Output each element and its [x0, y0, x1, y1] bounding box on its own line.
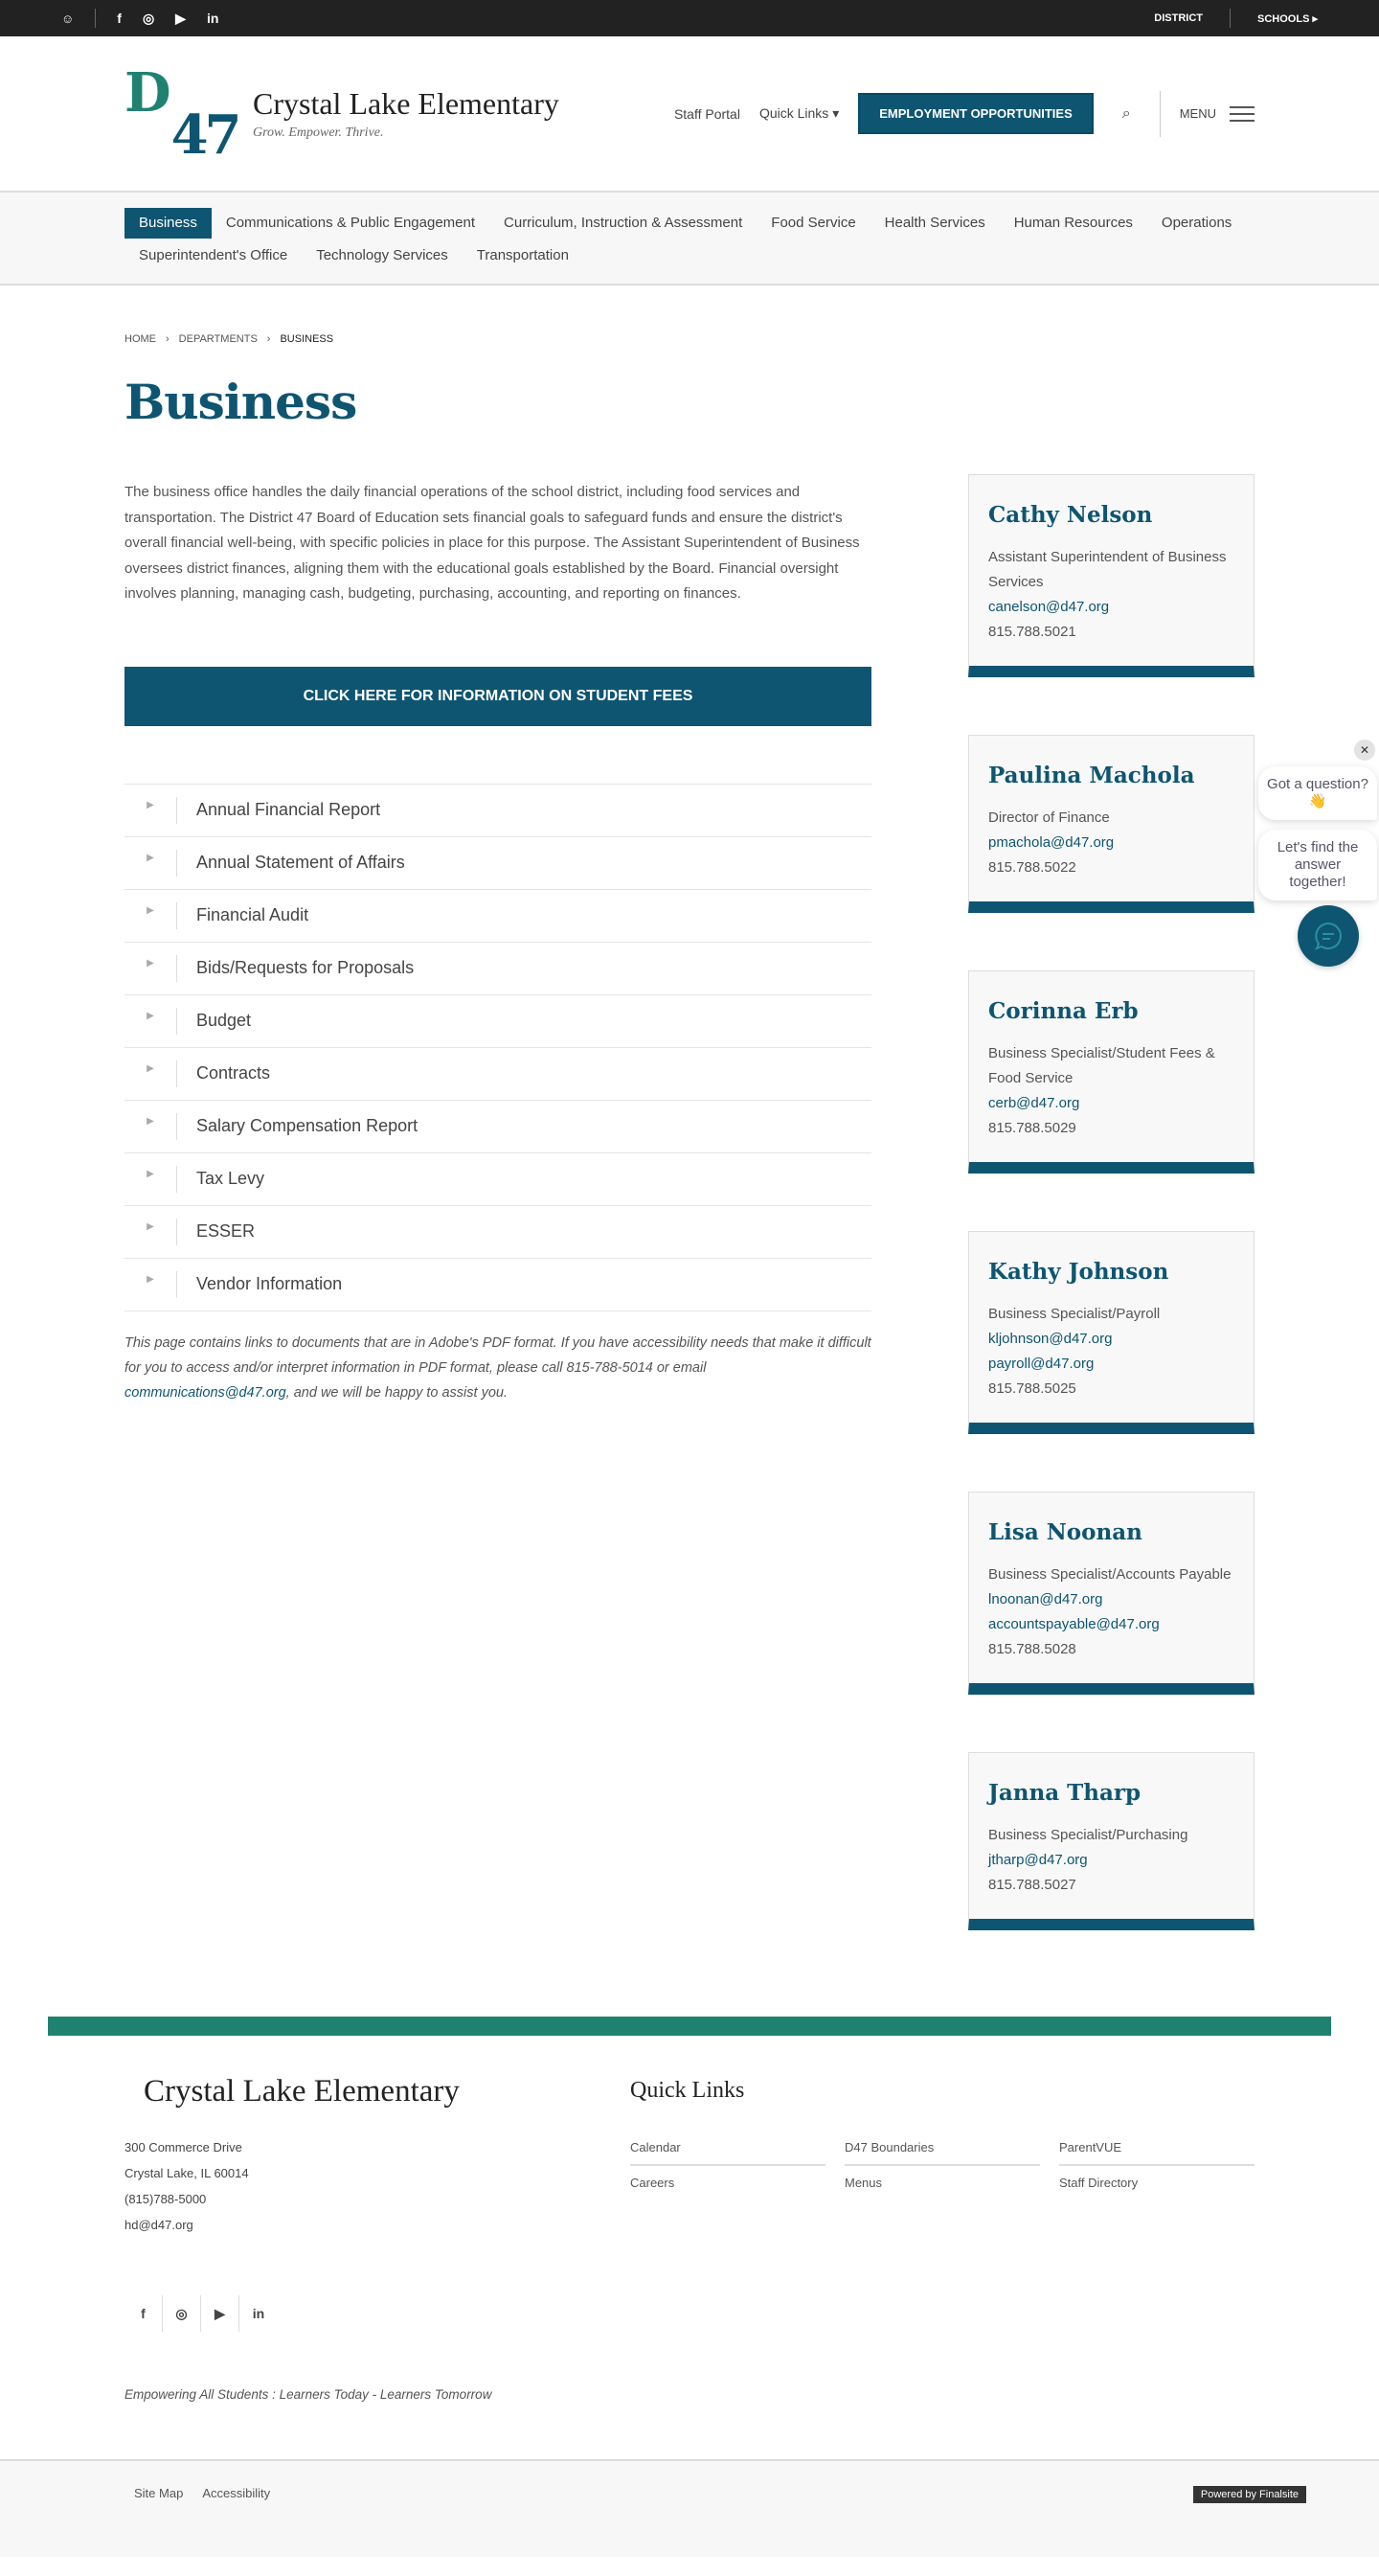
divider — [95, 9, 96, 28]
translate-icon[interactable]: ☺ — [61, 11, 75, 26]
accordion-item-label: ESSER — [196, 1221, 256, 1241]
dept-nav-item[interactable]: Human Resources — [1013, 215, 1133, 231]
accordion-item-label: Vendor Information — [196, 1274, 343, 1293]
divider — [176, 1113, 177, 1140]
note-text: This page contains links to documents that are in Adobe's PDF format. If you have accessibility needs that make it difficult for you to access and/or interpret information in PDF format, please call 815-788-5014 or email — [124, 1334, 871, 1376]
linkedin-icon[interactable]: in — [206, 11, 219, 26]
hamburger-icon — [1230, 106, 1255, 122]
dept-nav-item[interactable]: Operations — [1161, 215, 1232, 231]
caret-right-icon: ▶ — [147, 1115, 154, 1127]
contact-phone: 815.788.5028 — [988, 1641, 1076, 1657]
contact-title: Business Specialist/Accounts Payable — [988, 1566, 1232, 1583]
contact-phone: 815.788.5025 — [988, 1380, 1076, 1397]
pdf-note — [124, 1331, 871, 1405]
contact-title: Business Specialist/Payroll — [988, 1306, 1161, 1322]
student-fees-button[interactable]: CLICK HERE FOR INFORMATION ON STUDENT FEES — [124, 667, 871, 726]
contact-name: Cathy Nelson — [988, 502, 1153, 528]
contact-email-link[interactable]: accountspayable@d47.org — [988, 1616, 1160, 1632]
caret-right-icon: ▶ — [147, 852, 154, 863]
site-title[interactable]: Crystal Lake Elementary — [253, 86, 559, 121]
contact-phone: 815.788.5022 — [988, 859, 1076, 876]
site-map-link[interactable]: Site Map — [134, 2486, 184, 2500]
footer-address-line: 300 Commerce Drive — [124, 2140, 242, 2154]
dept-nav-item[interactable]: Business — [124, 208, 212, 239]
accordion-item-label: Annual Statement of Affairs — [196, 853, 405, 872]
contact-name: Kathy Johnson — [988, 1259, 1169, 1285]
footer-accent-bar — [48, 2017, 1331, 2036]
footer-phone-link[interactable]: (815)788-5000 — [124, 2192, 207, 2206]
footer-bottom-bar — [0, 2459, 1379, 2557]
contact-title: Business Specialist/Purchasing — [988, 1827, 1188, 1843]
divider — [1230, 9, 1231, 28]
accordion-item[interactable] — [124, 943, 871, 995]
chevron-right-icon: › — [266, 333, 271, 345]
dept-nav-item[interactable]: Communications & Public Engagement — [225, 215, 476, 231]
contact-name: Corinna Erb — [988, 998, 1139, 1024]
caret-right-icon: ▶ — [147, 957, 154, 969]
instagram-icon[interactable]: ◎ — [142, 10, 155, 26]
caret-right-icon: ▶ — [147, 1062, 154, 1074]
accordion-item-label: Budget — [196, 1011, 252, 1030]
d47-logo[interactable] — [124, 60, 239, 167]
caret-right-icon: ▶ — [147, 1168, 154, 1179]
accordion-item[interactable] — [124, 1153, 871, 1206]
accordion-item-label: Financial Audit — [196, 905, 309, 924]
quick-links-heading: Quick Links — [630, 2078, 745, 2103]
linkedin-icon[interactable]: in — [252, 2306, 265, 2321]
contact-card — [968, 735, 1255, 913]
close-chat-icon[interactable]: ✕ — [1354, 740, 1375, 761]
accordion-item-label: Tax Levy — [196, 1169, 265, 1188]
dept-nav-item[interactable]: Food Service — [771, 215, 856, 231]
divider — [176, 1008, 177, 1035]
accordion-item[interactable] — [124, 1101, 871, 1153]
divider — [176, 1271, 177, 1298]
quick-link[interactable]: Menus — [845, 2176, 883, 2190]
quick-link[interactable]: Careers — [630, 2176, 675, 2190]
contacts-sidebar — [968, 474, 1255, 1988]
employment-button[interactable]: EMPLOYMENT OPPORTUNITIES — [858, 93, 1094, 134]
contact-title: Assistant Superintendent of Business Services — [988, 549, 1227, 590]
contact-email-link[interactable]: kljohnson@d47.org — [988, 1331, 1113, 1347]
accordion-item[interactable] — [124, 1048, 871, 1101]
contact-name: Lisa Noonan — [988, 1519, 1142, 1545]
divider — [176, 1219, 177, 1245]
contact-title: Business Specialist/Student Fees & Food Service — [988, 1045, 1215, 1086]
accordion-item-label: Annual Financial Report — [196, 800, 381, 819]
quick-link[interactable]: Staff Directory — [1059, 2176, 1139, 2190]
contact-name: Paulina Machola — [988, 763, 1195, 788]
accessibility-link[interactable]: Accessibility — [202, 2486, 271, 2500]
divider — [176, 955, 177, 982]
divider — [176, 850, 177, 877]
breadcrumb-home[interactable]: HOME — [124, 333, 156, 345]
footer-title: Crystal Lake Elementary — [144, 2074, 460, 2109]
site-header — [0, 36, 1379, 191]
dept-nav-item[interactable]: Health Services — [884, 215, 985, 231]
contact-card — [968, 1231, 1255, 1434]
contact-name: Janna Tharp — [988, 1780, 1142, 1806]
chat-bubble-prompt[interactable]: Let's find the answer together! — [1258, 830, 1377, 900]
footer — [0, 2036, 1379, 2402]
logo-number: 47 — [170, 103, 238, 167]
contact-email-link[interactable]: canelson@d47.org — [988, 599, 1110, 615]
contact-phone: 815.788.5021 — [988, 624, 1076, 640]
quick-links-dropdown[interactable]: Quick Links ▾ — [758, 105, 840, 121]
chat-button[interactable] — [1298, 905, 1359, 967]
chat-bubble-question[interactable]: Got a question? 👋 — [1258, 766, 1377, 820]
breadcrumb-departments[interactable]: DEPARTMENTS — [178, 333, 258, 345]
accordion-item[interactable] — [124, 837, 871, 890]
youtube-icon[interactable]: ▶ — [175, 10, 186, 26]
accordion-item-label: Contracts — [196, 1063, 271, 1083]
contact-email-link[interactable]: lnoonan@d47.org — [988, 1591, 1103, 1607]
department-nav — [0, 191, 1379, 285]
accordion-item-label: Bids/Requests for Proposals — [196, 958, 415, 977]
caret-right-icon: ▶ — [147, 1220, 154, 1232]
divider — [176, 797, 177, 824]
staff-portal-link[interactable]: Staff Portal — [673, 105, 740, 122]
quick-link[interactable]: Calendar — [630, 2132, 825, 2166]
breadcrumb-current: BUSINESS — [280, 333, 334, 345]
search-icon[interactable]: ⌕ — [1121, 104, 1131, 122]
contact-card — [968, 1752, 1255, 1930]
accordion-item-label: Salary Compensation Report — [196, 1116, 418, 1135]
contact-phone: 815.788.5027 — [988, 1877, 1076, 1893]
accordion-item[interactable] — [124, 785, 871, 837]
chat-icon — [1312, 920, 1345, 952]
contact-card — [968, 474, 1255, 677]
page-title: Business — [124, 374, 357, 430]
accordion-item[interactable] — [124, 1206, 871, 1259]
contact-card — [968, 970, 1255, 1174]
divider — [176, 1166, 177, 1193]
menu-button[interactable] — [1180, 106, 1255, 122]
accordion — [124, 784, 871, 1311]
caret-right-icon: ▶ — [147, 904, 154, 916]
menu-label: MENU — [1179, 106, 1216, 121]
contact-phone: 815.788.5029 — [988, 1120, 1076, 1136]
intro-text: The business office handles the daily financial operations of the school district, including food services and transportation. The District 47 Board of Education sets financial goals to safeguard funds and ensure the district's overall financial well-being, with specific policies in place for this purpose. The Assistant Superintendent of Business oversees district finances, aligning them with the educational goals established by the Board. Financial oversight involves planning, managing cash, budgeting, purchasing, accounting, and reporting on finances. — [124, 484, 860, 602]
utility-bar — [0, 0, 1379, 36]
footer-email-link[interactable]: hd@d47.org — [124, 2218, 193, 2232]
divider — [1160, 91, 1161, 137]
schools-dropdown[interactable]: SCHOOLS ▸ — [1257, 12, 1318, 25]
caret-right-icon: ▶ — [147, 1273, 154, 1285]
powered-by-finalsite-badge[interactable]: Powered by Finalsite — [1193, 2486, 1306, 2503]
quick-link[interactable]: ParentVUE — [1059, 2132, 1255, 2166]
district-link[interactable]: DISTRICT — [1154, 12, 1204, 24]
note-text: , and we will be happy to assist you. — [285, 1384, 508, 1401]
accordion-item[interactable] — [124, 995, 871, 1048]
chevron-right-icon: › — [166, 333, 170, 345]
dept-nav-item[interactable]: Transportation — [476, 247, 569, 263]
accordion-item[interactable] — [124, 1259, 871, 1311]
instagram-icon[interactable]: ◎ — [163, 2295, 201, 2332]
quick-link[interactable]: D47 Boundaries — [845, 2132, 1040, 2166]
divider — [176, 902, 177, 929]
caret-right-icon: ▶ — [147, 799, 154, 810]
contact-email-link[interactable]: payroll@d47.org — [988, 1356, 1095, 1372]
dept-nav-item[interactable]: Curriculum, Instruction & Assessment — [504, 215, 743, 231]
contact-email-link[interactable]: cerb@d47.org — [988, 1095, 1080, 1111]
accordion-item[interactable] — [124, 890, 871, 943]
dept-nav-item[interactable]: Technology Services — [316, 247, 448, 263]
contact-card — [968, 1492, 1255, 1695]
youtube-icon[interactable]: ▶ — [201, 2295, 239, 2332]
site-tagline: Grow. Empower. Thrive. — [253, 125, 384, 140]
breadcrumb — [124, 285, 1255, 345]
facebook-icon[interactable]: f — [117, 11, 122, 26]
contact-title: Director of Finance — [988, 809, 1110, 826]
contact-email-link[interactable]: pmachola@d47.org — [988, 834, 1115, 851]
facebook-icon[interactable]: f — [124, 2295, 163, 2332]
contact-email-link[interactable]: jtharp@d47.org — [988, 1852, 1088, 1868]
dept-nav-item[interactable]: Superintendent's Office — [139, 247, 288, 263]
caret-right-icon: ▶ — [147, 1010, 154, 1021]
logo-letter-d: D — [124, 60, 171, 125]
footer-tagline: Empowering All Students : Learners Today - Learners Tomorrow — [124, 2387, 492, 2402]
footer-address-line: Crystal Lake, IL 60014 — [124, 2166, 249, 2180]
divider — [176, 1060, 177, 1087]
communications-email-link[interactable]: communications@d47.org — [124, 1384, 286, 1401]
